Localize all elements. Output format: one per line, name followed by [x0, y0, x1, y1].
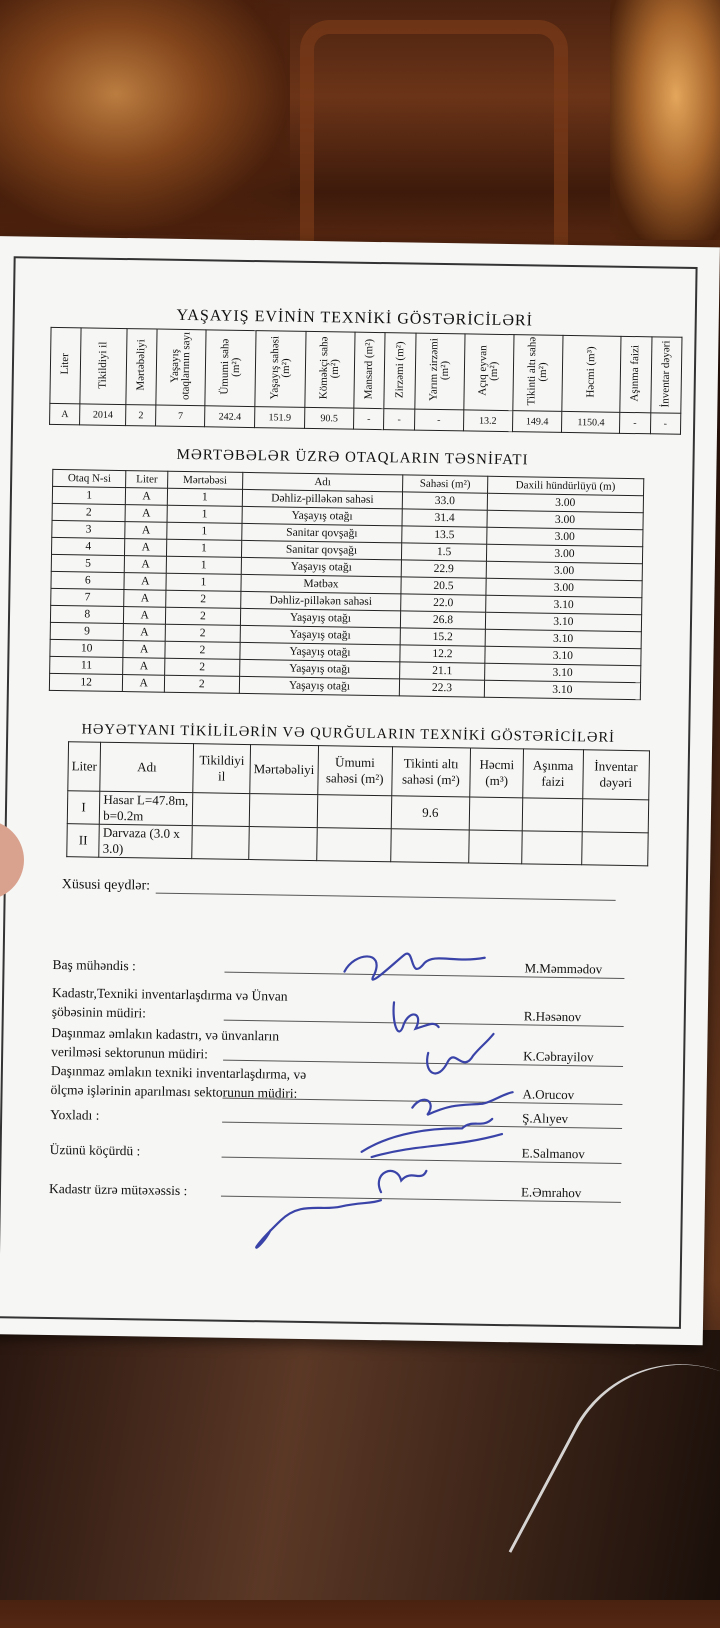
table-cell: 2 [52, 503, 126, 521]
column-header [50, 327, 82, 403]
table-cell: 22.0 [401, 594, 486, 612]
table-cell [317, 795, 392, 829]
table-cell: Mətbəx [241, 574, 402, 594]
table-cell: 7 [51, 588, 125, 606]
table-cell: 2 [165, 641, 240, 659]
column-header [205, 330, 256, 407]
table-cell: - [384, 409, 415, 430]
column-header-label: Yarım zirzəmi (m²) [427, 338, 451, 402]
table-cell: 13.2 [463, 410, 512, 432]
table-cell: 3.10 [485, 629, 642, 648]
table-cell: A [124, 624, 166, 642]
table-cell: A [126, 488, 168, 506]
table-cell: 9.6 [391, 796, 470, 830]
table-cell: 3.00 [486, 544, 643, 563]
signature-aliyev [362, 1117, 503, 1159]
column-header-label: Ümumi sahə (m²) [218, 338, 242, 395]
column-header [354, 332, 386, 408]
signatory-role: Kadastr,Texniki inventarlaşdırma və Ünvan şöbəsinin müdiri: [51, 984, 288, 1021]
table-cell: 4 [52, 537, 126, 555]
column-header [464, 334, 514, 411]
column-header: Tikinti altı sahəsi (m²) [392, 747, 471, 797]
table-cell: 7 [156, 405, 205, 427]
column-header: Tikildiyi il [193, 744, 251, 794]
table-cell: 12.2 [400, 645, 485, 663]
table-cell: A [123, 658, 165, 676]
table-cell: Darvaza (3.0 x 3.0) [99, 824, 192, 858]
table-cell: 1 [52, 486, 126, 504]
table-cell: 3.00 [487, 510, 644, 529]
table-cell: 20.5 [401, 577, 486, 595]
column-header-label: Mansard (m²) [362, 338, 376, 400]
table-cell: I [67, 791, 100, 825]
table-cell: 21.1 [400, 662, 485, 680]
column-header: İnventar dəyəri [582, 750, 649, 800]
table-cell: 149.4 [512, 411, 562, 433]
table-cell: 12 [49, 673, 123, 691]
table-cell: A [125, 539, 167, 557]
table-cell: 1 [166, 539, 241, 557]
table-cell: 26.8 [401, 611, 486, 629]
column-header: Daxili hündürlüyü (m) [487, 476, 644, 495]
table-cell: 33.0 [402, 492, 487, 510]
table-cell: 3.10 [485, 612, 642, 631]
table-cell: 9 [50, 622, 124, 640]
table-cell: A [125, 556, 167, 574]
table-cell: - [650, 413, 681, 434]
column-header [80, 328, 127, 405]
table-cell: 2 [164, 675, 239, 693]
table-cell: Sanitar qovşağı [241, 523, 402, 543]
signature-hasanov [393, 1002, 439, 1032]
table-cell: 1 [167, 488, 242, 506]
signature-amrahov [256, 1198, 381, 1249]
column-header-label: İnventar dəyəri [659, 339, 673, 408]
table-cell: 2 [166, 590, 241, 608]
column-header-label: Mərtəbəliyi [134, 339, 148, 392]
signatory-role: Baş mühəndis : [52, 956, 136, 974]
table-cell [249, 794, 317, 828]
table-cell: 15.2 [400, 628, 485, 646]
column-header-label: Yaşayış sahəsi (m²) [268, 335, 292, 400]
table-cell: Yaşayış otağı [241, 557, 402, 577]
column-header [126, 329, 158, 405]
column-header-label: Tikinti altı sahə (m²) [525, 337, 550, 406]
signature-orucov [412, 1091, 512, 1117]
table-cell [522, 831, 582, 865]
table-cell: - [353, 408, 384, 429]
column-header: Adı [100, 742, 194, 792]
signatory-name: Ş.Alıyev [522, 1110, 569, 1127]
column-header [255, 331, 306, 408]
column-header: Həcmi (m³) [470, 748, 524, 798]
table-cell: 2014 [80, 404, 126, 426]
table-cell: A [124, 590, 166, 608]
table-cell: 2 [165, 607, 240, 625]
table-cell: 11 [50, 656, 124, 674]
table-cell: Yaşayış otağı [242, 506, 403, 526]
column-header [650, 337, 682, 413]
signatures-ink [220, 930, 625, 1266]
signatory-name: M.Məmmədov [524, 960, 603, 977]
rooms-title: MƏRTƏBƏLƏR ÜZRƏ OTAQLARIN TƏSNİFATI [176, 446, 529, 469]
table-cell: II [67, 824, 100, 858]
table-cell: A [124, 573, 166, 591]
table-cell: 3 [52, 520, 126, 538]
table-cell: 3.10 [484, 680, 641, 699]
signatory-role: Daşınmaz əmlakın kadastrı, və ünvanların verilməsi sektorunun müdiri: [51, 1024, 280, 1062]
table-header-row [50, 327, 682, 413]
column-header [156, 329, 206, 406]
table-cell: 2 [165, 624, 240, 642]
table-cell: 10 [50, 639, 124, 657]
signatory-name: E.Salmanov [521, 1145, 585, 1162]
table-cell: 1150.4 [562, 411, 620, 433]
table-cell: 1 [166, 573, 241, 591]
table-cell [469, 797, 523, 831]
table-cell: Yaşayış otağı [239, 676, 400, 696]
table-cell: Yaşayış otağı [240, 625, 401, 645]
table-cell [523, 798, 583, 832]
table-cell: 3.10 [485, 646, 642, 665]
table-cell: A [125, 505, 167, 523]
table-cell: 31.4 [402, 509, 487, 527]
table-cell: Dəhliz-pilləkən sahəsi [240, 591, 401, 611]
column-header-label: Yaşayış otaqlarının sayı [169, 331, 193, 401]
column-header-label: Həcmi (m³) [584, 346, 598, 399]
document-sheet [0, 236, 720, 1345]
signatory-role: Daşınmaz əmlakın texniki inventarlaşdırma, və ölçmə işlərinin aparılması sektorunun müdiri: [50, 1062, 307, 1101]
table-cell: 13.5 [402, 526, 487, 544]
table-cell: Yaşayış otağı [240, 642, 401, 662]
column-header: Adı [242, 472, 403, 492]
table-cell: 3.00 [486, 527, 643, 546]
carved-wood-frame [300, 20, 568, 278]
table-cell: A [50, 403, 81, 424]
carved-wood-ornament-left [0, 0, 290, 235]
table-cell: 3.10 [485, 595, 642, 614]
column-header [305, 331, 355, 408]
table-cell: 1.5 [402, 543, 487, 561]
table-cell: Dəhliz-pilləkən sahəsi [242, 489, 403, 509]
table-cell: 5 [51, 554, 125, 572]
house-indicators-table [49, 327, 682, 435]
table-cell: A [125, 522, 167, 540]
signature-cabrayilov [427, 1033, 494, 1074]
yard-structures-table [66, 741, 650, 866]
table-cell: 1 [167, 505, 242, 523]
table-cell: 1 [167, 522, 242, 540]
table-cell [582, 799, 649, 833]
table-cell: 8 [50, 605, 124, 623]
table-cell: 1 [166, 556, 241, 574]
table-cell: A [123, 675, 165, 693]
signature-salmanov [379, 1170, 427, 1193]
table-cell: 3.10 [484, 663, 641, 682]
column-header: Sahəsi (m²) [403, 475, 488, 493]
column-header: Mərtəbəsi [168, 471, 243, 489]
signatory-role: Kadastr üzrə mütəxəssis : [48, 1180, 188, 1199]
table-cell: - [620, 412, 651, 433]
column-header-label: Aşınma faizi [628, 344, 642, 402]
signatory-name: R.Həsənov [523, 1008, 582, 1025]
table-cell [316, 828, 391, 862]
table-cell [581, 832, 648, 866]
signatory-name: K.Cəbrayilov [523, 1048, 594, 1065]
column-header-label: Tikildiyi il [96, 341, 110, 389]
yard-title: HƏYƏTYANI TİKİLİLƏRİN VƏ QURĞULARIN TEXNİKİ GÖSTƏRİCİLƏRİ [81, 721, 616, 746]
column-header: Otaq N-si [53, 469, 127, 487]
table-cell [390, 829, 469, 863]
column-header: Liter [68, 742, 101, 792]
column-header-label: Açıq eyvan (m²) [476, 345, 500, 396]
column-header-label: Liter [59, 353, 72, 375]
column-header: Liter [126, 471, 168, 489]
signature-mammadov [344, 953, 484, 982]
table-cell: 2 [126, 405, 157, 426]
table-cell: A [123, 641, 165, 659]
column-header [384, 333, 416, 409]
table-cell: 3.00 [486, 561, 643, 580]
column-header: Mərtəbəliyi [250, 745, 318, 795]
table-cell: 2 [165, 658, 240, 676]
column-header-label: Zirzəmi (m²) [393, 340, 406, 398]
table-cell [193, 793, 250, 827]
table-cell [469, 830, 523, 864]
table-cell: Yaşayış otağı [240, 608, 401, 628]
column-header [512, 335, 563, 412]
signatory-name: A.Orucov [522, 1086, 575, 1103]
column-header [415, 333, 465, 410]
table-cell: 3.00 [487, 493, 644, 512]
column-header: Aşınma faizi [523, 749, 583, 799]
column-header: Ümumi sahəsi (m²) [317, 746, 392, 796]
table-cell: 22.3 [400, 679, 485, 697]
table-cell: 90.5 [304, 407, 353, 429]
column-header [620, 336, 652, 412]
signatory-role: Yoxladı : [50, 1106, 100, 1123]
rooms-table [49, 469, 644, 700]
table-cell: 22.9 [401, 560, 486, 578]
signatory-role: Üzünü köçürdü : [49, 1141, 141, 1159]
table-cell: Hasar L=47.8m, b=0.2m [100, 791, 193, 825]
table-cell: A [124, 607, 166, 625]
main-title: YAŞAYIŞ EVİNİN TEXNİKİ GÖSTƏRİCİLƏRİ [176, 306, 534, 330]
special-notes-label: Xüsusi qeydlər: [61, 877, 151, 894]
table-cell: 151.9 [255, 407, 305, 429]
column-header-label: Köməkçi sahə (m²) [317, 336, 342, 400]
signatory-name: E.Əmrahov [520, 1184, 582, 1201]
table-cell: 6 [51, 571, 125, 589]
table-cell [249, 827, 317, 861]
table-cell [192, 826, 249, 860]
table-cell: Yaşayış otağı [239, 659, 400, 679]
table-cell: 242.4 [205, 406, 255, 428]
column-header [562, 335, 621, 412]
table-cell: Sanitar qovşağı [241, 540, 402, 560]
carved-wood-ornament-right [610, 0, 720, 240]
table-cell: - [414, 409, 463, 431]
table-cell: 3.00 [486, 578, 643, 597]
